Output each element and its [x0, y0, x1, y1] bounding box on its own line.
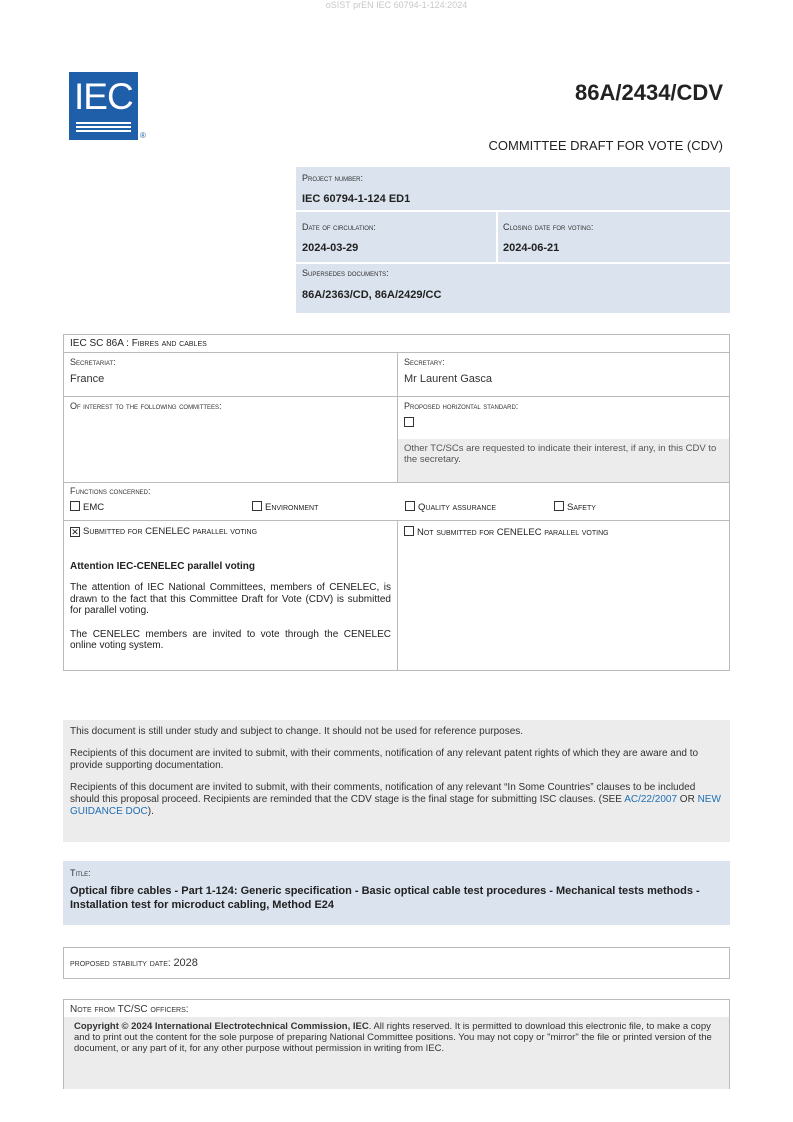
- logo-line: [76, 130, 131, 132]
- document-number: 86A/2434/CDV: [575, 80, 723, 105]
- sc-prefix: IEC SC 86A :: [70, 338, 132, 349]
- notice-paragraph-1: This document is still under study and subject to change. It should not be used for reference purposes.: [70, 726, 524, 737]
- closing-date: 2024-06-21: [503, 242, 560, 254]
- title-box: [63, 861, 730, 925]
- note-box: [63, 999, 730, 1089]
- interest-label: Of interest to the following committees:: [70, 401, 222, 411]
- circulation-label: Date of circulation:: [302, 222, 376, 232]
- function-emc[interactable]: EMC: [70, 501, 104, 513]
- quality-checkbox[interactable]: [405, 501, 415, 511]
- closing-label: Closing date for voting:: [503, 222, 594, 232]
- secretariat-value: France: [70, 373, 105, 385]
- notice-paragraph-2: Recipients of this document are invited to submit, with their comments, notification of any relevant patent rights of which they are aware and to provide supporting documentation.: [70, 748, 699, 771]
- supersedes-docs: 86A/2363/CD, 86A/2429/CC: [302, 289, 442, 301]
- guidance-doc-link[interactable]: NEW GUIDANCE DOC: [70, 794, 721, 817]
- document-title: Optical fibre cables - Part 1-124: Generic specification - Basic optical cable test procedures - Mechanical tests methods - Installation test for microduct cabling, Method E24: [70, 885, 700, 911]
- not-submitted-cell: [398, 521, 730, 671]
- stability-label: proposed stability date:: [70, 958, 174, 969]
- note-label: Note from TC/SC officers:: [64, 1000, 729, 1017]
- functions-label: Functions concerned:: [70, 486, 151, 496]
- project-box: [296, 167, 730, 313]
- horizontal-checkbox[interactable]: [404, 417, 414, 427]
- logo-line: [76, 126, 131, 128]
- submitted-checkbox-checked[interactable]: ✕: [71, 527, 79, 537]
- project-number-label: Project number:: [302, 173, 364, 183]
- title-label: Title:: [70, 868, 91, 878]
- functions-cell: [64, 483, 730, 521]
- copyright-text: Copyright © 2024 International Electrotechnical Commission, IEC. All rights reserved. It is permitted to download this electronic file, to make a copy and to print out the content for the sole purpose of preparing National Committee positions. You may not copy or "mirror" the file or printed version of the document, or any part of it, for any other purpose without permission in writing from IEC.: [64, 1017, 729, 1089]
- not-submitted-checkbox[interactable]: [404, 526, 414, 536]
- submitted-cell: [64, 521, 398, 671]
- project-number: IEC 60794-1-124 ED1: [302, 193, 411, 205]
- logo-line: [76, 122, 131, 124]
- submitted-label: Submitted for CENELEC parallel voting: [83, 526, 258, 537]
- document-type: COMMITTEE DRAFT FOR VOTE (CDV): [488, 138, 723, 153]
- stability-box: [63, 947, 730, 979]
- notice-paragraph-3: Recipients of this document are invited to submit, with their comments, notification of any relevant “In Some Countries” clauses to be included should this proposal proceed. Recipients are reminded that the CDV stage is the final stage for submitting ISC clauses. (SEE AC/22/2007 OR NEW GUIDANCE DOC).: [70, 782, 721, 817]
- stability-date: 2028: [173, 957, 198, 969]
- divider: [296, 262, 730, 264]
- horizontal-cell: [398, 397, 730, 483]
- iec-logo: [69, 72, 138, 140]
- function-environment[interactable]: Environment: [252, 501, 318, 513]
- divider: [296, 210, 730, 212]
- sc-row: [64, 335, 730, 353]
- divider: [496, 211, 498, 263]
- attention-paragraph-2: The CENELEC members are invited to vote through the CENELEC online voting system.: [70, 628, 391, 651]
- supersedes-label: Supersedes documents:: [302, 268, 389, 278]
- function-safety[interactable]: Safety: [554, 501, 596, 513]
- attention-title: Attention IEC-CENELEC parallel voting: [70, 561, 256, 572]
- interest-cell: [64, 397, 398, 483]
- logo-text: IEC: [74, 76, 133, 117]
- horizontal-note: Other TC/SCs are requested to indicate their interest, if any, in this CDV to the secretary.: [398, 439, 729, 482]
- function-quality[interactable]: Quality assurance: [405, 501, 496, 513]
- safety-checkbox[interactable]: [554, 501, 564, 511]
- not-submitted-label: Not submitted for CENELEC parallel voting: [417, 527, 609, 538]
- registered-mark: ®: [140, 131, 146, 140]
- secretary-label: Secretary:: [404, 357, 445, 367]
- attention-paragraph-1: The attention of IEC National Committees, members of CENELEC, is drawn to the fact that this Committee Draft for Vote (CDV) is submitted for parallel voting.: [70, 582, 391, 616]
- committee-table: [63, 334, 730, 671]
- emc-checkbox[interactable]: [70, 501, 80, 511]
- secretariat-cell: [64, 353, 398, 397]
- watermark-header: oSIST prEN IEC 60794-1-124:2024: [325, 0, 468, 10]
- secretary-cell: [398, 353, 730, 397]
- circulation-date: 2024-03-29: [302, 242, 359, 254]
- secretariat-label: Secretariat:: [70, 357, 116, 367]
- ac-22-2007-link[interactable]: AC/22/2007: [624, 794, 678, 805]
- secretary-value: Mr Laurent Gasca: [404, 373, 493, 385]
- sc-name: Fibres and cables: [131, 338, 207, 349]
- notice-box: [63, 720, 730, 842]
- environment-checkbox[interactable]: [252, 501, 262, 511]
- horizontal-label: Proposed horizontal standard:: [404, 401, 519, 411]
